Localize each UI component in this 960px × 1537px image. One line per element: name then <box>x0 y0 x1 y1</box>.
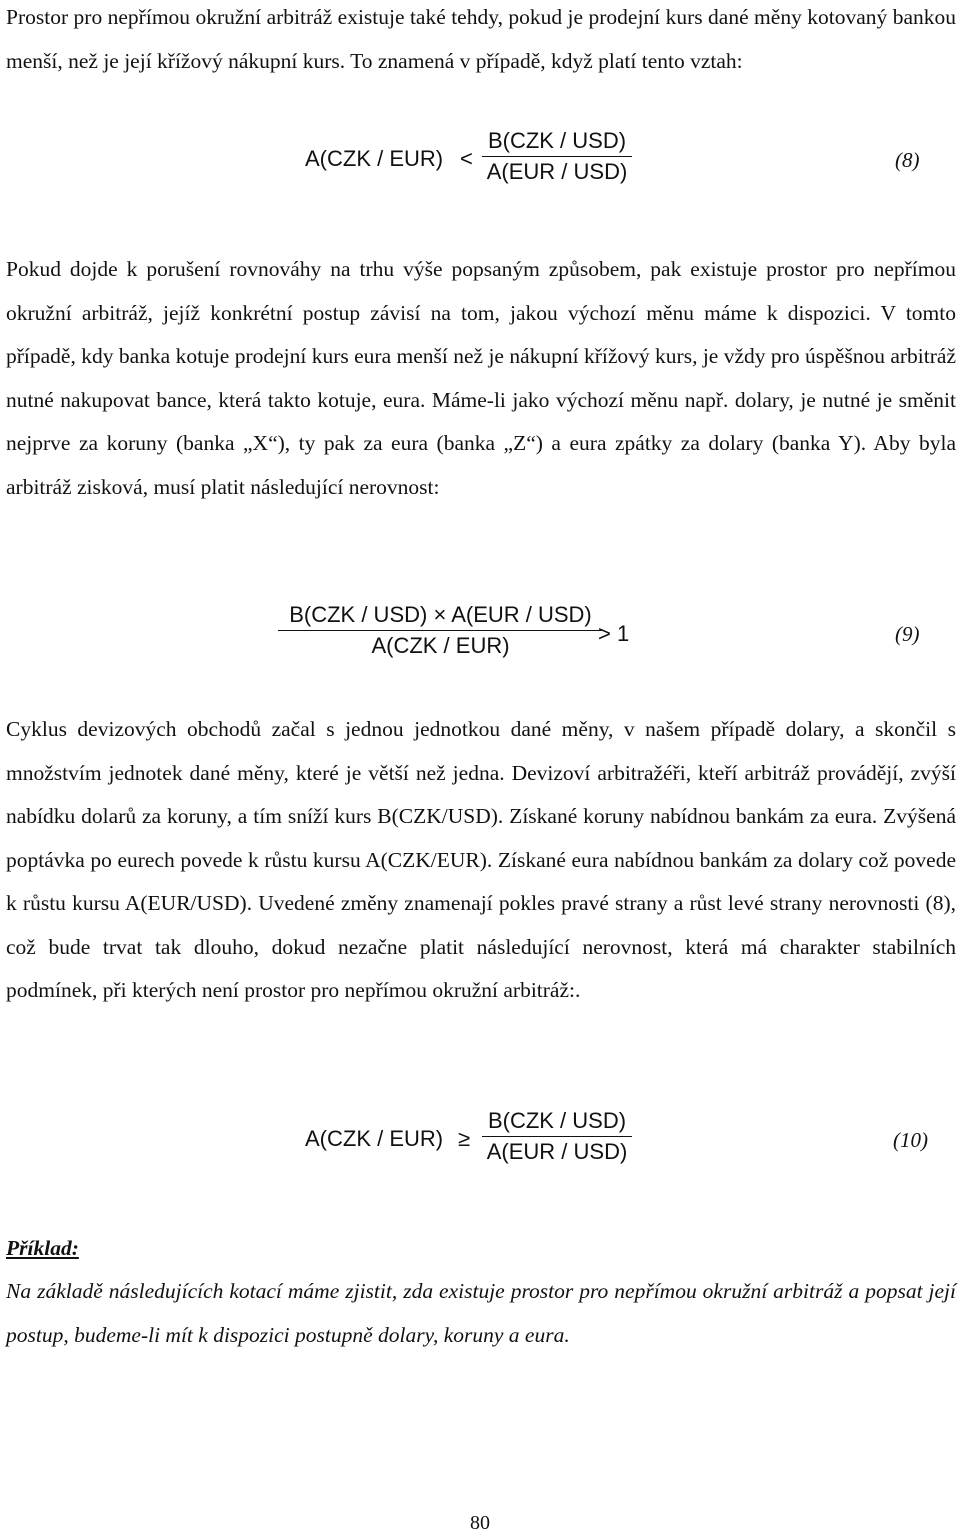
equation-9-numerator: B(CZK / USD) × A(EUR / USD) <box>289 602 592 627</box>
equation-10-fraction <box>482 1108 632 1165</box>
paragraph-3: Cyklus devizových obchodů začal s jednou jednotkou dané měny, v našem případě dolary, a skončil s množstvím jednotek dané měny, které je větší než jedna. Devizoví arbitražéři, kteří arbitráž provádějí, zvýší nabídku dolarů za koruny, a tím sníží kurs B(CZK/USD). Získané koruny nabídnou bankám za eura. Zvýšená poptávka po eurech povede k růstu kursu A(CZK/EUR). Získané eura nabídnou bankám za dolary což povede k růstu kursu A(EUR/USD). Uvedené změny znamenají pokles pravé strany a růst levé strany nerovnosti (8), což bude trvat tak dlouho, dokud nezačne platit následující nerovnost, která má charakter stabilních podmínek, při kterých není prostor pro nepřímou okružní arbitráž:. <box>6 717 956 1002</box>
equation-8-numerator: B(CZK / USD) <box>487 128 627 153</box>
equation-8-label: (8) <box>895 148 920 172</box>
example-text: Na základě následujících kotací máme zjistit, zda existuje prostor pro nepřímou okružní arbitráž a popsat její postup, budeme-li mít k dispozici postupně dolary, koruny a eura. <box>6 1279 956 1347</box>
equation-9-fraction <box>278 602 603 659</box>
fraction-bar <box>482 156 632 157</box>
equation-8-fraction <box>482 128 632 185</box>
equation-10-relation: ≥ <box>458 1126 471 1151</box>
equation-9-label: (9) <box>895 622 920 646</box>
page-number: 80 <box>470 1512 490 1534</box>
equation-9-relation: > 1 <box>598 621 630 646</box>
equation-10-denominator: A(EUR / USD) <box>486 1139 628 1164</box>
equation-8 <box>0 124 960 214</box>
equation-9 <box>0 602 960 692</box>
equation-9-denominator: A(CZK / EUR) <box>371 633 510 658</box>
equation-10-numerator: B(CZK / USD) <box>487 1108 627 1133</box>
fraction-bar <box>482 1136 632 1137</box>
paragraph-1: Prostor pro nepřímou okružní arbitráž existuje také tehdy, pokud je prodejní kurs dané měny kotovaný bankou menší, než je její křížový nákupní kurs. To znamená v případě, když platí tento vztah: <box>6 5 956 73</box>
equation-8-relation: < <box>460 146 473 171</box>
equation-8-denominator: A(EUR / USD) <box>486 159 628 184</box>
equation-10-label: (10) <box>893 1128 928 1152</box>
paragraph-2: Pokud dojde k porušení rovnováhy na trhu výše popsaným způsobem, pak existuje prostor pro nepřímou okružní arbitráž, jejíž konkrétní postup závisí na tom, jakou výchozí měnu máme k dispozici. V tomto případě, kdy banka kotuje prodejní kurs eura menší než je nákupní křížový kurs, je vždy pro úspěšnou arbitráž nutné nakupovat bance, která takto kotuje, eura. Máme-li jako výchozí měnu např. dolary, je nutné je směnit nejprve za koruny (banka „X“), ty pak za eura (banka „Z“) a eura zpátky za dolary (banka Y). Aby byla arbitráž zisková, musí platit následující nerovnost: <box>6 257 956 499</box>
equation-8-lhs: A(CZK / EUR) <box>305 146 444 171</box>
example-heading: Příklad: <box>6 1236 79 1260</box>
fraction-bar <box>278 630 603 631</box>
equation-10-lhs: A(CZK / EUR) <box>305 1126 444 1151</box>
equation-10 <box>0 1104 960 1194</box>
